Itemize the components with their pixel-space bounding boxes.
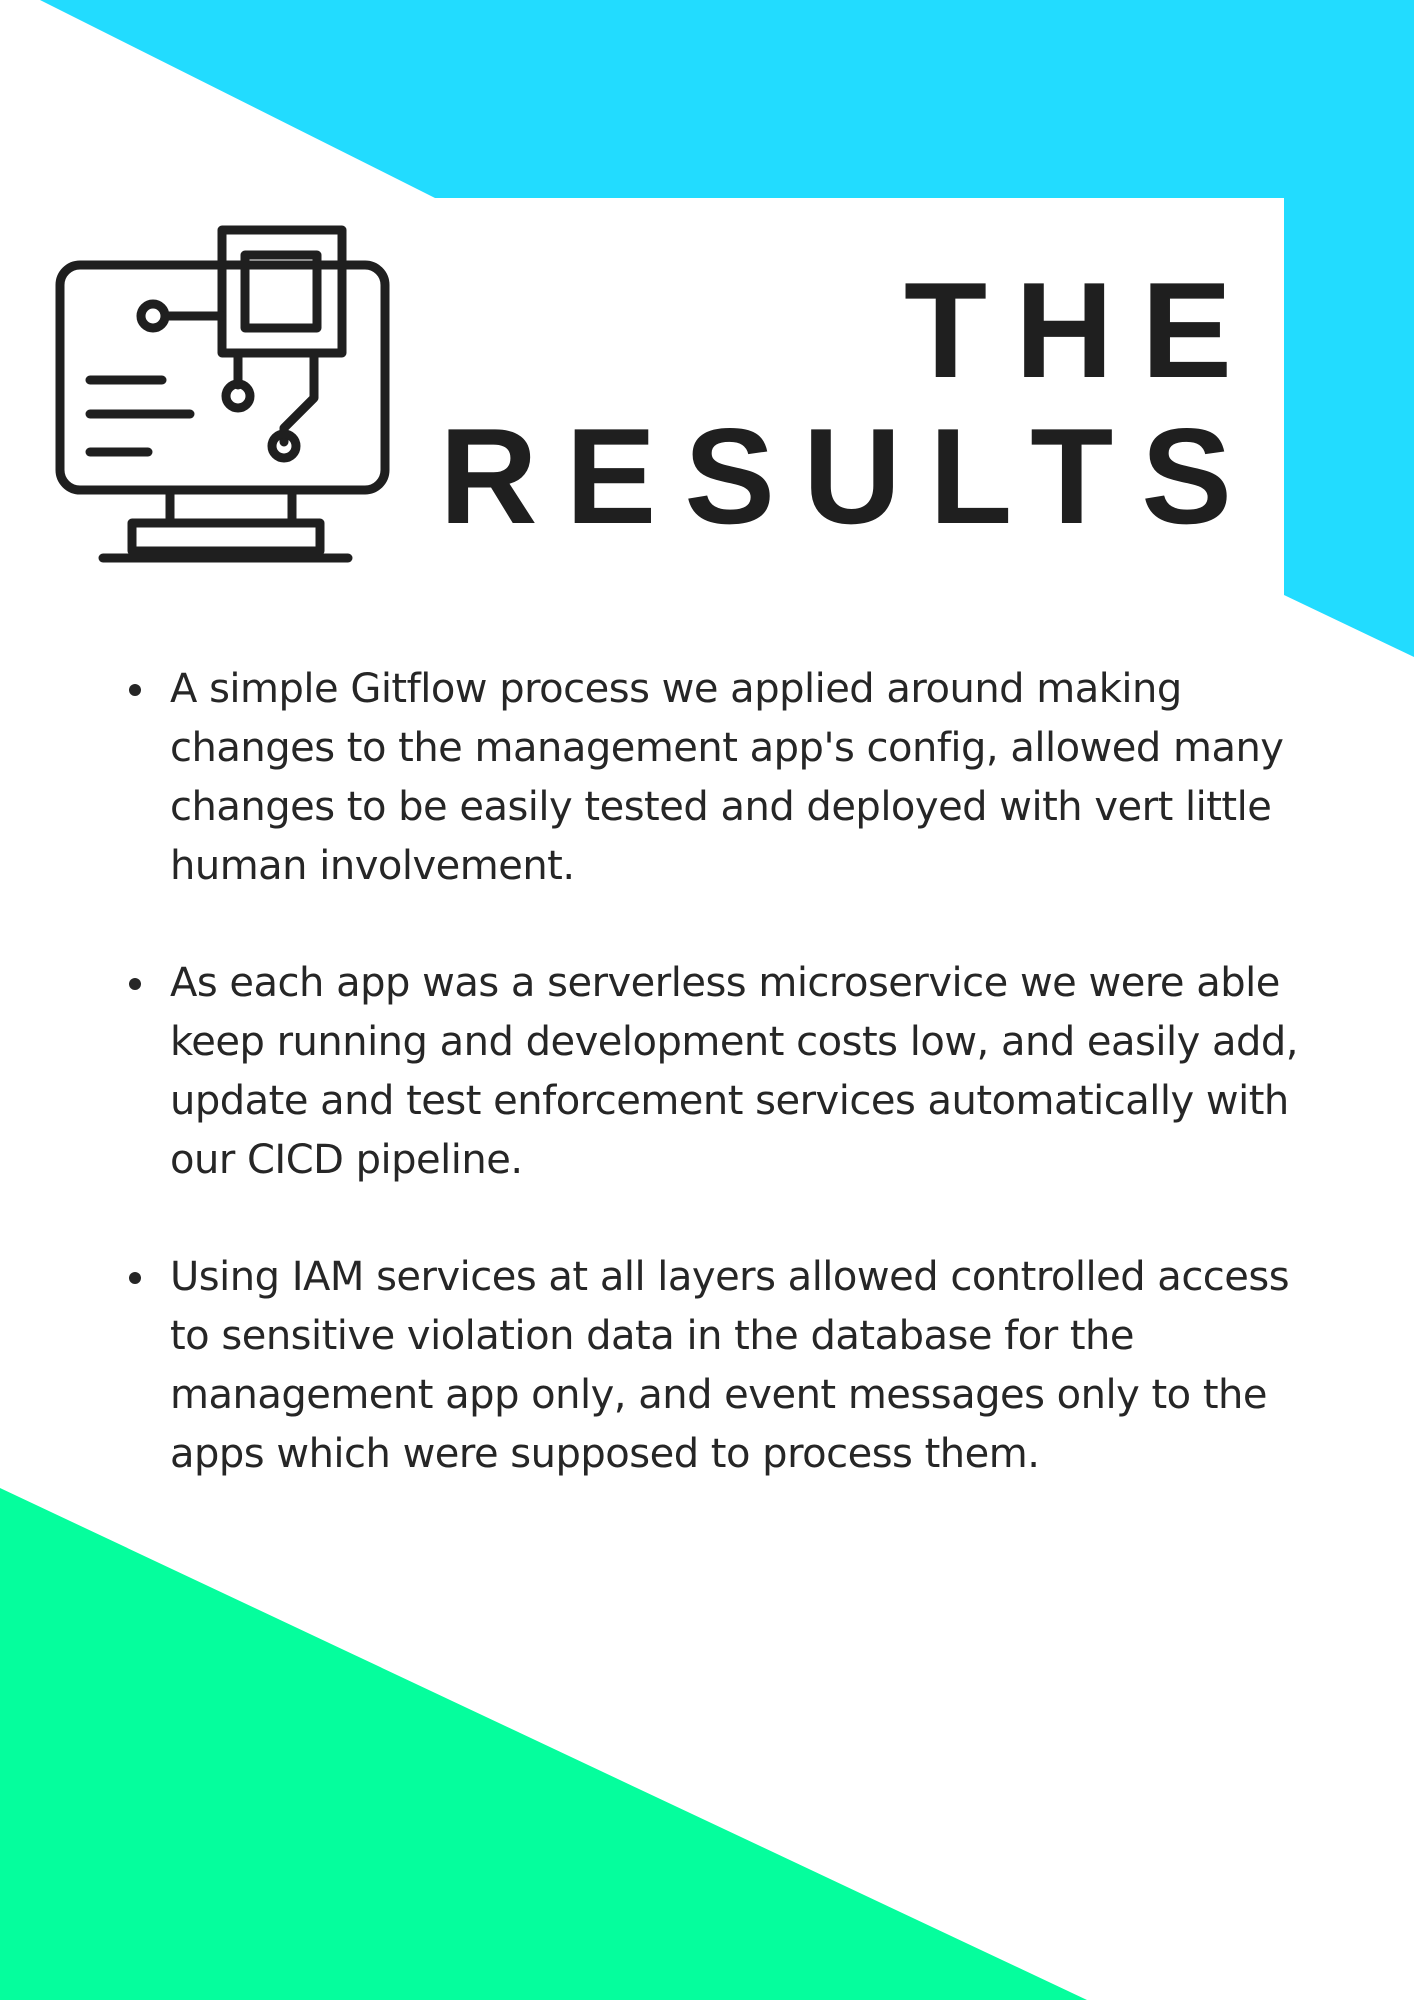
- result-item-gitflow: [120, 660, 1300, 896]
- result-item-serverless: [120, 954, 1300, 1190]
- chip-outer: [222, 230, 342, 353]
- connector-mid: [226, 384, 250, 408]
- page-title: [439, 254, 1260, 552]
- bullet-dot-icon: [129, 1272, 141, 1284]
- result-text-iam: Using IAM services at all layers allowed controlled access to sensitive violation data in the database for the management app only, and event messages only to the apps which were supposed to process them.: [170, 1254, 1290, 1477]
- results-list: [120, 660, 1300, 1542]
- result-text-gitflow: A simple Gitflow process we applied around making changes to the management app's config, allowed many changes to be easily tested and deployed with vert little human involvement.: [170, 666, 1284, 889]
- bottom-green-shape: [0, 1488, 1087, 2000]
- title-line-results: RESULTS: [439, 400, 1260, 552]
- computer-circuit-icon: [50, 220, 400, 570]
- title-line-the: THE: [904, 254, 1260, 406]
- bullet-dot-icon: [129, 684, 141, 696]
- result-text-serverless: As each app was a serverless microservice we were able keep running and development costs low, and easily add, update and test enforcement services automatically with our CICD pipeline.: [170, 960, 1299, 1183]
- monitor-base: [132, 523, 320, 551]
- trace-right: [284, 353, 314, 442]
- result-item-iam: [120, 1248, 1300, 1484]
- bullet-dot-icon: [129, 978, 141, 990]
